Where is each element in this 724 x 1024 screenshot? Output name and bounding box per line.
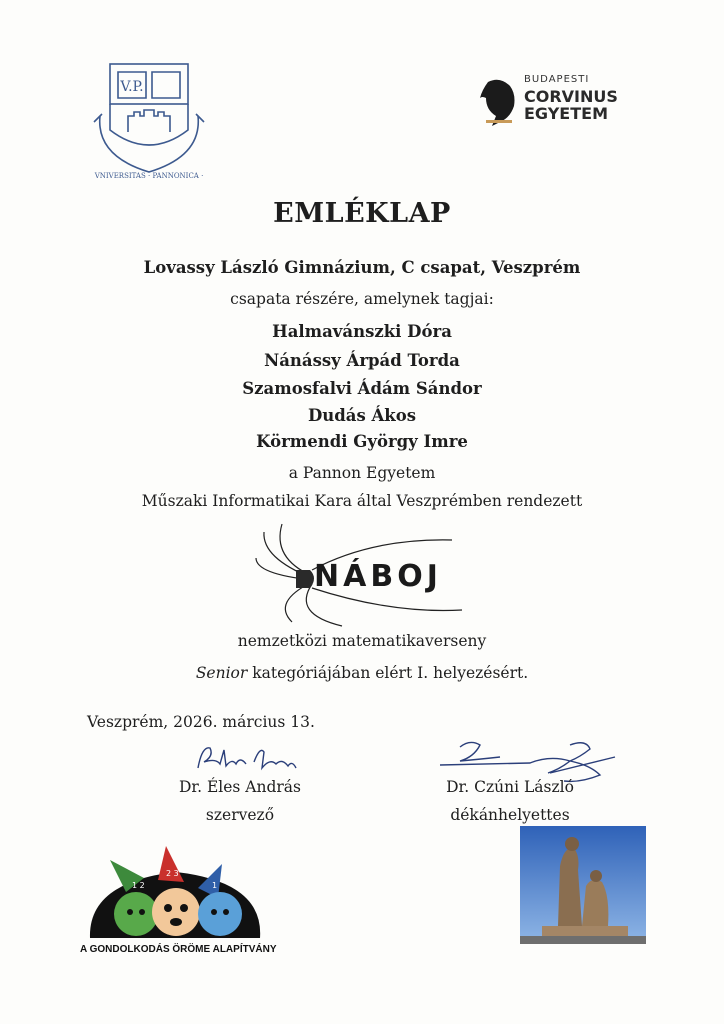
category-line [0,664,724,682]
category-word: Senior [195,664,248,682]
certificate-title: EMLÉKLAP [273,198,451,229]
organizer-line-2: Műszaki Informatikai Kara által Veszprémben rendezett [141,492,583,510]
pannon-initials: V.P. [120,79,144,95]
member-name: Körmendi György Imre [256,432,468,451]
corvinus-city: BUDAPESTI [524,74,590,85]
corvinus-logo [480,72,630,134]
hat-label: 1 [212,881,218,890]
category-rest: kategóriájában elért I. helyezésért. [247,664,529,682]
signature-eles [190,738,300,782]
foundation-name: A GONDOLKODÁS ÖRÖME ALAPÍTVÁNY [80,944,277,955]
gnome-faces-icon [80,842,280,942]
pannon-university-seal [88,60,210,182]
naboj-logo [252,518,482,638]
place-and-date: Veszprém, 2026. március 13. [87,713,315,731]
pannon-motto: VNIVERSITAS · PANNONICA · [94,172,204,180]
team-line: Lovassy László Gimnázium, C csapat, Veszprém [143,258,581,277]
organizer-line-1: a Pannon Egyetem [288,464,436,482]
member-name: Szamosfalvi Ádám Sándor [242,379,482,398]
intro-line: csapata részére, amelynek tagjai: [230,290,494,308]
signer-name-1: Dr. Éles András [178,778,302,796]
signer-name-2: Dr. Czúni László [446,778,574,796]
competition-description: nemzetközi matematikaverseny [237,632,487,650]
corvinus-name: CORVINUS [524,87,618,106]
member-name: Nánássy Árpád Torda [264,351,460,370]
hat-label: 2 3 [166,869,179,878]
signer-role-1: szervező [205,806,275,824]
hat-label: 1 2 [132,881,145,890]
statue-photo [520,826,646,944]
foundation-logo [80,842,280,962]
raven-icon [480,76,520,128]
corvinus-university: EGYETEM [524,104,608,123]
member-name: Dudás Ákos [307,406,417,425]
competition-name: NÁBOJ [314,559,442,594]
member-name: Halmavánszki Dóra [272,322,452,341]
signer-role-2: dékánhelyettes [450,806,570,824]
